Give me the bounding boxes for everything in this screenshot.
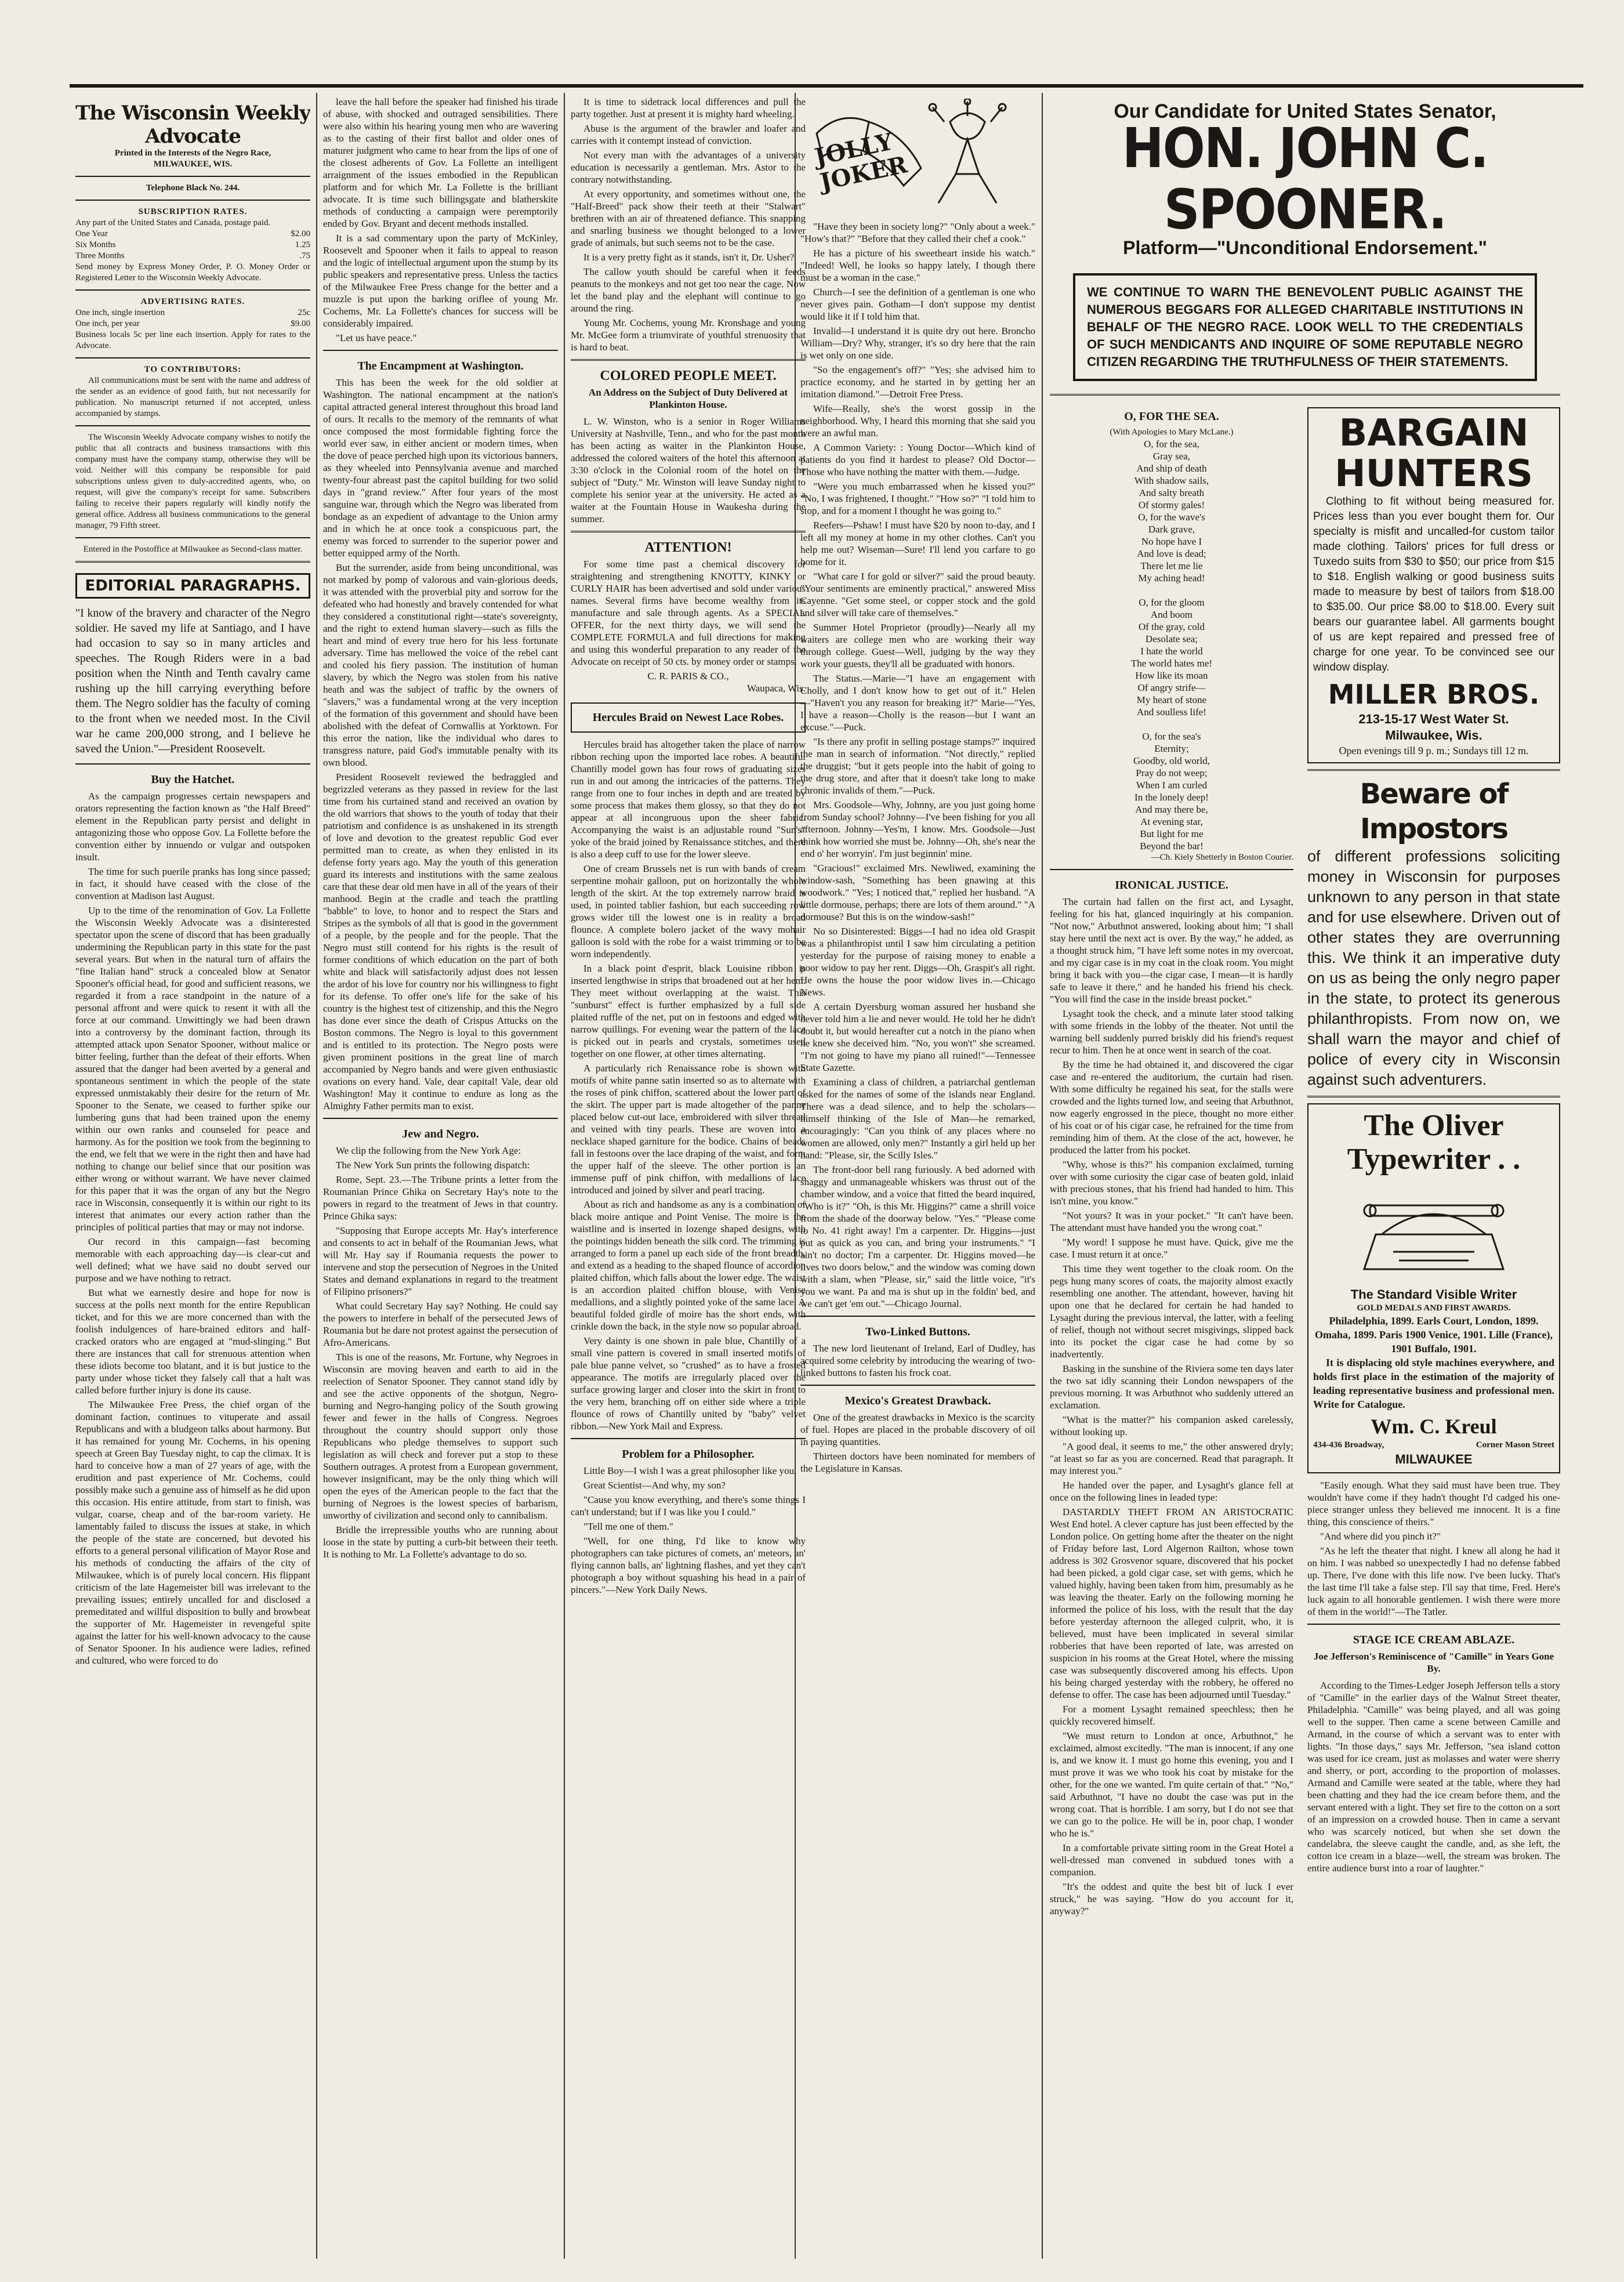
article-paragraph: "It's the oddest and quite the best bit of luck I ever struck," he was saying. "How do you account for it, anyway?": [1050, 1881, 1293, 1917]
divider: [1307, 769, 1560, 771]
attention-location: Waupaca, Wis.: [746, 683, 806, 694]
ice-cream-text: According to the Times-Ledger Joseph Jefferson tells a story of "Camille" in the earlier days of the Walnut Street theater, Philadelphia. "Camille" was being played, and all was going well to the supper. Then came a scene between Camille and Armand, in the course of which a servant was to enter with lights. "In those days," says Mr. Jefferson, "sea island cotton was used for ice cream, just as molasses and water were sherry and sherry, or port, according to the proportion of molasses. Armand and Camille were seated at the table, where they had been chatting and they had the ice cream before them, and the servant entered with a light. They set fire to the cotton on a sort of an impression on a crowded house. Then in came a servant who was scarcely noticed, but when she set down the candelabra, the sleeve caught the candle, and, as she left, the cotton ice cream in a blaze—well, the stream was broken. The entire audience burst into a roar of laughter.": [1307, 1680, 1560, 1874]
left-subcolumn: [1050, 401, 1293, 1919]
article-paragraph: In a comfortable private sitting room in the Great Hotel a well-dressed man convened in subdued tones with a companion.: [1050, 1842, 1293, 1878]
poem-line: At evening star,: [1140, 816, 1203, 827]
poem-line: I hate the world: [1140, 646, 1203, 657]
joke-paragraph: "So the engagement's off?" "Yes; she advised him to practice economy, and he started in by getting her an imitation diamond."—Detroit Free Press.: [800, 364, 1035, 400]
joke-paragraph: Reefers—Pshaw! I must have $20 by noon to-day, and I left all my money at home in my other clothes. Can't you help me out? Wiseman—Sure! I'll lend you carfare to go home for it.: [800, 520, 1035, 567]
article-paragraph: Bridle the irrepressible youths who are running about loose in the state by putting a curb-bit between their teeth. It is nothing to Mr. La Follette's advantage to do so.: [323, 1524, 558, 1560]
joke-paragraph: A Common Variety: : Young Doctor—Which kind of patients do you find it hardest to please? Old Doctor—Those who have nothing the matter with them.—Judge.: [800, 442, 1035, 477]
oliver-awards: GOLD MEDALS AND FIRST AWARDS.: [1357, 1303, 1511, 1313]
buttons-text: The new lord lieutenant of Ireland, Earl of Dudley, has acquired some celebrity by introducing the wearing of two-linked buttons to fasten his frock coat.: [800, 1343, 1035, 1378]
poem-line: [1050, 584, 1293, 596]
poem-line: O, for the gloom: [1139, 597, 1205, 608]
hatchet-article: [75, 790, 310, 1667]
divider: [1307, 1624, 1560, 1625]
poem-line: No hope have I: [1141, 536, 1202, 547]
article-paragraph: About as rich and handsome as any is a combination of black moire antique and Point Venise. The moire is the waistline and is inserted in lozenge shaped designs, with the pointings hidden beneath the silk cord. The trimming is arranged to form a panel up each side of the front breadth, and extend as a heading to the shaped flounce of accordion plaited chiffon, which falls about the lower edge. The waist is an accordion plaited chiffon blouse, with Venise medallions, and a slightly pointed yoke of the same lace. A beautiful folded girdle of moire has the short ends, with crinkle down the back, in the style now so popular abroad.: [571, 1199, 806, 1332]
miller-city: Milwaukee, Wis.: [1385, 728, 1482, 742]
joke-paragraph: "Is there any profit in selling postage stamps?" inquired the man in search of information. "Not directly," replied the druggist; "but it gets people into the habit of going to the drug store, and after that it doesn't take long to make chronic invalids of them."—Puck.: [800, 736, 1035, 796]
impostors-text: of different professions soliciting money in Wisconsin for purposes unknown to any person in that state and for use elsewhere. Driven out of other states they are overrunning this. We think it an imperative duty on us as being the only negro paper in the state, to protect its generous philanthropists. From now on, we shall warn the mayor and chief of police of every city in Wisconsin against such adventurers.: [1307, 847, 1560, 1088]
joke-paragraph: No so Disinterested: Biggs—I had no idea old Graspit was a philanthropist until I saw him circulating a petition yesterday for the purpose of raising money to enable a poor widow to pay her rent. Diggs—Oh, Graspit's all right. He owns the house the poor widow lives in.—Chicago News.: [800, 926, 1035, 998]
article-paragraph: Hercules braid has altogether taken the place of narrow ribbon reching upon the imported lace robes. A beautiful Chantilly model gown has four rows of graduating sizes run in and out among the intricacies of the patterns. They range from one to four inches in depth and are treated by some process that makes them glossy, so that they do not appear at all incongruous upon the sheer fabric. Accompanying the waist is an adjustable round "Sun's" yoke of the braid joined by Renaissance stitches, and there is also a deep cuff to use for the lower sleeve.: [571, 739, 806, 860]
philosopher-article: [571, 1465, 806, 1596]
poem-line: When I am curled: [1136, 780, 1208, 791]
poem-line: There let me lie: [1140, 560, 1203, 571]
poem-line: My heart of stone: [1136, 694, 1207, 705]
ice-cream-heading: STAGE ICE CREAM ABLAZE.: [1353, 1633, 1515, 1646]
article-paragraph: As the campaign progresses certain newspapers and orators representing the faction known as "the Half Breed" element in the Republican party persist and delight in antagonizing those who oppose Gov. La Follette before the convention either by innuendo or vulgar and outspoken insult.: [75, 791, 310, 863]
article-paragraph: A particularly rich Renaissance robe is shown with motifs of white panne satin inserted so as to alternate with the roses of pink chiffon, scattered about the lower part of the skirt. The upper part is made altogether of the panne placed below cut-out lace, embroidered with silver thread and veined with tiny pearls. These are woven into a necklace shaped garniture for the bodice. Chains of beads fall in festoons over the lace draping of the waist, and form the upper half of the sleeve. The other portion is an immense puff of pink chiffon, with medallions of lace introduced and joined by silver and pearl tracing.: [571, 1063, 806, 1196]
rate-row: [75, 229, 310, 240]
article-paragraph: "Tell me one of them.": [583, 1521, 673, 1532]
poem-line: Of angry strife—: [1137, 682, 1206, 693]
divider: [800, 1316, 1035, 1317]
article-paragraph: "We must return to London at once, Arbuthnot," he exclaimed, almost excitedly. "The man is innocent, if any one is, and we know it. I must go home this evening, you and I must prove it was we who took his coat by mistake for the other, for the one we wanted. I'm quite certain of that." "No," said Arbuthnot, "I have no doubt the case was put in the wrong coat. That is horrible. I am sorry, but I do not see that we can go to the police. He will be in, poor chap, I wonder who he is.": [1050, 1730, 1293, 1839]
rate-value: 25c: [298, 308, 310, 317]
top-rule: [70, 84, 1583, 88]
editorial-paragraph: Not every man with the advantages of a university education is necessarily a gentleman. Mrs. Astor to the contrary notwithstanding.: [571, 150, 806, 185]
divider: [75, 200, 310, 201]
entered-note: Entered in the Postoffice at Milwaukee as Second-class matter.: [83, 545, 303, 554]
poem-line: And ship of death: [1136, 463, 1207, 474]
ironical-article: [1050, 896, 1293, 1917]
buttons-heading: Two-Linked Buttons.: [865, 1325, 970, 1338]
joke-paragraph: Invalid—I understand it is quite dry out here. Broncho William—Dry? Why, stranger, it's so dry here that the rain is wet only on one side.: [800, 325, 1035, 361]
right-subcolumn: [1307, 401, 1560, 1919]
advertising-title: ADVERTISING RATES.: [140, 297, 245, 306]
editorial-paragraph: Young Mr. Cochems, young Mr. Kronshage and young Mr. McGee form a triumvirate of youthful strenuosity that is hard to beat.: [571, 317, 806, 353]
article-paragraph: One of the greatest drawbacks in Mexico is the scarcity of fuel. Hopes are placed in the probable discovery of oil in paying quantities.: [800, 1412, 1035, 1447]
rate-row: [75, 307, 310, 318]
article-paragraph: "What is the matter?" his companion asked carelessly, without looking up.: [1050, 1414, 1293, 1437]
joke-paragraph: A certain Dyersburg woman assured her husband she never told him a lie and never would. He told her he didn't doubt it, but would hereafter cut a notch in the piano when he knew she deceived him. "No, you won't" she screamed. "I'm not going to have my piano all ruined!"—Tennessee State Gazette.: [800, 1001, 1035, 1073]
subscription-intro: Any part of the United States and Canada, postage paid.: [75, 218, 271, 227]
joke-paragraph: Examining a class of children, a patriarchal gentleman asked for the names of some of the islands near England. There was a dead silence, and to help the scholars—himself thinking of the Isle of Man—he remarked, encouragingly: "Can you think of any places where no women are allowed, only men?" Instantly a girl held up her hand: "Please, sir, the Scilly Isles.": [800, 1077, 1035, 1161]
rate-label: One inch, per year: [75, 319, 140, 328]
oliver-address: [1313, 1439, 1554, 1451]
article-paragraph: The Milwaukee Free Press, the chief organ of the dominant faction, continues to vituperate and assail Republicans and with a bludgeon talks about harmony. But it has remained for young Mr. Cochems, in his opening speech at Green Bay Tuesday night, to cap the climax. It is hard to conceive how a man of 27 years of age, with the erudition and past experience of Mr. Cochems, could possibly make such a genuine ass of himself as he did upon this occasion. His entire attitude, from start to finish, was vulgar, coarse, cheap and of the bar-room variety. He lamentably failed to discuss the issues at stake, in which the people of the state are concerned, but devoted his efforts to a general personal vilification of Mayor Rose and his methods of conducting the affairs of the city of Milwaukee, which is of purely local concern. His flippant criticism of the late Hagemeister bill was irrelevant to the prevailing issues; entirely uncalled for and disclosed a premeditated and willful disposition to bully and browbeat the supporter of Mr. Hagemeister in revengeful spite against the latter for his well-known advocacy to the cause of Senator Spooner. In his audience were ladies, refined and cultured, who were forced to do: [75, 1399, 310, 1666]
two-column-section: [1050, 401, 1560, 1919]
ironical-continued: [1307, 1479, 1560, 1618]
poem-line: Gray sea,: [1152, 451, 1191, 462]
article-paragraph: It is a sad commentary upon the party of McKinley, Roosevelt and Spooner when it fails to appeal to reason and the logic of intellectual argument upon the stump by its public speakers and representative press. Unless the tactics of the Milwaukee Free Press change for the better and a muzzle is put upon the barking oriflee of young Mr. Cochems, Mr. La Follette's chances for success will be considerably impaired.: [323, 233, 558, 329]
beggar-warning: WE CONTINUE TO WARN THE BENEVOLENT PUBLIC AGAINST THE NUMEROUS BEGGARS FOR ALLEGED CHARITABLE INSTITUTIONS IN BEHALF OF THE NEGRO RACE. LOOK WELL TO THE CREDENTIALS OF SUCH MENDICANTS AND INQUIRE OF SOME REPUTABLE NEGRO CITIZEN REGARDING THE TRUTHFULNESS OF THEIR STATEMENTS.: [1073, 273, 1537, 381]
colored-people-text: L. W. Winston, who is a senior in Roger Williams University at Nashville, Tenn., and who for the past month has been acting as waiter in the Plankinton House, addressed the colored waiters of the hotel this afternoon at 3:30 o'clock in the Colonial room of the hotel on the subject of "Duty." Mr. Winston will leave Sunday night to complete his senior year at the university. He acted as a waiter at the Fountain House in Waukesha during the summer.: [571, 416, 806, 524]
bargain-hunters-ad: [1307, 407, 1560, 763]
poem-line: And may there be,: [1135, 804, 1208, 815]
article-paragraph: "My word! I suppose he must have. Quick, give me the case. I must return it at once.": [1050, 1237, 1293, 1260]
poem-line: Beyond the bar!: [1140, 841, 1204, 852]
poem-line: O, for the sea,: [1144, 439, 1199, 450]
article-paragraph: Up to the time of the renomination of Gov. La Follette the Wisconsin Weekly Advocate was a disinterested spectator upon the scene of discord that has been gradually undermining the Republican party in this state for the past several years. But when in the natural turn of affairs the "fine Italian hand" struck a concealed blow at Senator Spooner's official head, for good and sufficient reasons, we regarded it from a race standpoint in the nature of a personal affront and were quick to resent it with all the force at our command. Unwittingly we had been drawn into a controversy by the dominant faction, through its attempted attack upon Senator Spooner, without malice or bitter feeling, further than the defeat of their efforts. When assured that the danger had been averted by a general and spontaneous sentiment in which the people of the state expressed unmistakably their desire for the return of Mr. Spooner to the Senate, we ceased to further spike our lumbering guns that had been trained upon the enemy within our own ranks and counseled for peace and harmony. As for the position we took from the beginning to the end, we felt that we were in the right then and have had nothing to change our belief since that our position was either wrong or without warrant. We have never claimed for this paper that it was the organ of any but the Negro race in Wisconsin, consequently it is within our right to its interest that animates our every action rather than the principles of political parties that may or may not indorse.: [75, 905, 310, 1233]
article-paragraph: "Easily enough. What they said must have been true. They wouldn't have come if they hadn't thought I'd cadged his one-piece stranger unless they believed me innocent. It is a fine thing, this conscience of theirs.": [1307, 1480, 1560, 1527]
colored-people-subhead: An Address on the Subject of Duty Delivered at Plankinton House.: [588, 387, 788, 410]
poem-title: O, FOR THE SEA.: [1124, 410, 1219, 423]
article-paragraph: Our record in this campaign—fast becoming memorable with each approaching day—is clear-cut and well defined; what we have said no doubt served our purpose and we have nothing to retract.: [75, 1236, 310, 1284]
article-paragraph: "As he left the theater that night. I knew all along he had it on him. I was nabbed so unexpectedly I had no defense fabbed up. There, I've done with this life now. I've been lucky. That's the last time I'll take a false step. I'll say that time, Fred. Here's luck again to all honorable gentlemen. I wish there were more of them in the world!"—The Tatler.: [1307, 1545, 1560, 1617]
bargain-title: BARGAIN: [1339, 412, 1529, 455]
poem-subtitle: (With Apologies to Mary McLane.): [1110, 428, 1234, 437]
jew-negro-article: [323, 1144, 558, 1560]
joke-paragraph: The Status.—Marie—"I have an engagement with Cholly, and I don't know how to get out of it." Helen—"Haven't you any reason for breaking it?" Marie—"Yes, I have a reason—Cholly is the reason—but I want an excuse."—Puck.: [800, 673, 1035, 733]
poem-line: Of stormy gales!: [1138, 499, 1205, 510]
article-paragraph: "Supposing that Europe accepts Mr. Hay's interference and consents to act in behalf of the Roumanian Jews, what will Mr. Hay say if Roumania requests the power to intervene and stop the persecution of Negroes in the United States and demand explanations in regard to the treatment of Filipino prisoners?": [323, 1225, 558, 1297]
ice-cream-subhead: Joe Jefferson's Reminiscence of "Camille" in Years Gone By.: [1313, 1651, 1554, 1674]
rate-label: Three Months: [75, 251, 125, 260]
rate-row: [75, 318, 310, 329]
column-2: [323, 96, 558, 2259]
mexico-article: [800, 1411, 1035, 1475]
article-paragraph: Rome, Sept. 23.—The Tribune prints a letter from the Roumanian Prince Ghika on Secretary Hay's note to the powers in regard to the treatment of Jews in that country. Prince Ghika says:: [323, 1174, 558, 1222]
oliver-text: It is displacing old style machines everywhere, and holds first place in the estimation of the majority of leading representative business and professional men. Write for Catalogue.: [1313, 1357, 1554, 1410]
rate-value: 1.25: [295, 240, 310, 249]
oliver-title: The Oliver: [1364, 1109, 1504, 1142]
joke-paragraph: The front-door bell rang furiously. A bed adorned with shaggy and unmanageable whiskers was thrust out of the chamber window, and a voice that fitted the beard inquired, "Who is it?" "Oh, is this Mr. Higgins?" came a shrill voice from the shade of the doorway below. "Yes." "Please come to No. 41 right away! I'm a carpenter. Dr. Higgins—just put as quick as you can, and bring your instruments." "I ain't no doctor; I'm a carpenter. Dr. Higgins moved—he lives two doors below," and the window was coming down with a slam, when "Please, sir," said the little voice, "it's you we want. Pa and ma is shut up in the foldin' bed, and we can't get 'em out."—Chicago Journal.: [800, 1164, 1035, 1309]
article-paragraph: What could Secretary Hay say? Nothing. He could say the powers to interfere in behalf of the persecuted Jews of Roumania but he dare not protest against the persecution of Afro-Americans.: [323, 1301, 558, 1348]
article-paragraph: Little Boy—I wish I was a great philosopher like you.: [583, 1465, 797, 1476]
miller-hours: Open evenings till 9 p. m.; Sundays till 12 m.: [1339, 745, 1529, 756]
contributors-text: All communications must be sent with the name and address of the sender as an evidence of good faith, but not necessarily for publication. No manuscript returned if not accepted, unless accompanied by stamps.: [75, 376, 310, 418]
colored-people-heading: COLORED PEOPLE MEET.: [600, 368, 777, 383]
attention-text: For some time past a chemical discovery for straightening and strengthening KNOTTY, KINKY or CURLY HAIR has been advertised and sold under various names. Several firms have become wealthy from its manufacture and sale through agents. As a SPECIAL OFFER, for the next thirty days, we will send the COMPLETE FORMULA and full directions for making and using this wonderful preparation to any reader of the Advocate on receipt of 50 cts. by money order or stamps.: [571, 559, 806, 667]
jew-negro-heading: Jew and Negro.: [402, 1128, 479, 1140]
article-paragraph: Lysaght took the check, and a minute later stood talking with some friends in the lobby of the theater. Not until the warning bell suddenly purred briskly did his friend's request recur to him. Then he at once went in search of the coat.: [1050, 1008, 1293, 1056]
article-paragraph: "Why, whose is this?" his companion exclaimed, turning over with some curiosity the cigar case of beaten gold, inlaid with precious stones, that his friend had handed to him. This isn't mine, you know.": [1050, 1159, 1293, 1207]
poem-line: And love is dead;: [1137, 548, 1206, 559]
braid-heading-box: [571, 702, 806, 733]
poem-line: The world hates me!: [1130, 658, 1213, 669]
rate-row: [75, 240, 310, 251]
article-paragraph: Very dainty is one shown in pale blue, Chantilly of a small vine pattern is covered in small inserted motifs of pale blue panne velvet, so "crushed" as to have a frosted appearance. The motifs are irregularly placed over the surface growing larger and closer into the skirt in front to the very hem, branching off on either side where a triple flounce of rows of Chantilly united by "baby" velvet ribbon.—New York Mail and Express.: [571, 1335, 806, 1432]
oliver-address-right: Corner Mason Street: [1476, 1440, 1554, 1450]
column-5: [1050, 96, 1560, 2259]
article-paragraph: leave the hall before the speaker had finished his tirade of abuse, with shocked and outraged sensibilities. There were also within his hearing young men who are wavering as to the casting of their first ballot and older ones of maturer judgment who came to hear from the lips of one of the closest adherents of Gov. La Follette an intelligent arraignment of the issues embodied in the Republican platform and for which Mr. La Follette is the brilliant advocate. It is time such billingsgate and blatherskite methods of conducting a campaign were peremptorily ended by Gov. Bryant and decent methods installed.: [323, 96, 558, 229]
poem-line: Desolate sea;: [1145, 633, 1198, 644]
senator-kicker: Our Candidate for United States Senator,: [1114, 100, 1496, 122]
poem-line: In the lonely deep!: [1134, 792, 1209, 803]
column-rule: [316, 93, 317, 2259]
column-rule: [564, 93, 565, 2259]
typewriter-title: Typewriter . .: [1347, 1143, 1521, 1176]
subscription-title: SUBSCRIPTION RATES.: [138, 207, 248, 216]
poem-line: And salty breath: [1139, 487, 1205, 498]
divider: [800, 1385, 1035, 1386]
attention-signature: C. R. PARIS & CO.,: [647, 671, 729, 682]
article-paragraph: "Well, for one thing, I'd like to know why photographers can take pictures of comets, an' meteors, an' flying cannon balls, an' lightning flashes, and yet they can't photograph a boy without squashing his head in a pair of pincers."—New York Daily News.: [571, 1535, 806, 1595]
joke-paragraph: "What care I for gold or silver?" said the proud beauty. "Your sentiments are eminently practical," answered Miss Cayenne. "Get some steel, or copper stock and the gold and silver will take care of themselves.": [800, 571, 1035, 618]
article-paragraph: One of cream Brussels net is run with bands of cream serpentine mohair galloon, put on horizontally the whole length of the skirt. At the top extremely narrow braid is used, in pointed tablier fashion, but each succeeding row grows wider till the lowest one is in reality a broad flounce. A complete bolero jacket of the wavy mohair galloon is sold with the robe for a waist trimming or to be worn independently.: [571, 863, 806, 959]
poem-line: O, for the wave's: [1138, 512, 1205, 523]
column-1: [75, 96, 310, 2259]
editorial-continued: [323, 96, 558, 344]
senator-platform: Platform—"Unconditional Endorsement.": [1123, 237, 1487, 258]
masthead-city: MILWAUKEE, WIS.: [153, 160, 233, 169]
braid-article: [571, 738, 806, 1432]
poem-line: Eternity;: [1154, 743, 1189, 754]
encampment-heading: The Encampment at Washington.: [357, 360, 524, 372]
article-paragraph: This has been the week for the old soldier at Washington. The national encampment at the nation's capital attracted general interest throughout this broad land of ours. It recalls to the memory of the remnants of what once composed the most formidable fighting force the world ever saw, in either ancient or modern times, when the dove of peace perched high upon its victorious banners, as they wheeled into Pennsylvania avenue and marched twenty-four abreast past the capitol building for two solid days in "grand review." After four years of the most sanguine war, through which the Negro was liberated from bondage as an expedient of advantage to the Union army and in which he at once took a conspicuous part, the enemy was forced to surrender to the superior power and better equipped army of the North.: [323, 377, 558, 559]
joke-paragraph: "Gracious!" exclaimed Mrs. Newliwed, examining the window-sash, "Something has been gnawing at this woodwork." "Yes; I noticed that," replied her husband. "A little dormouse, perhaps; there are lots of them around." "A dormouse? But this is on the window-sash!": [800, 863, 1035, 922]
advertising-note: Business locals 5c per line each insertion. Apply for rates to the Advocate.: [75, 330, 310, 350]
poem-line: [1050, 718, 1293, 730]
bargain-text: Clothing to fit without being measured for. Prices less than you ever bought them for. Our specialty is misfit and uncalled-for custom tailor made clothing. Tailors' prices for full dress or Tuxedo suits from $30 to $50; our price from $15 to $18. English walking or good business suits made to measure by best of tailors from $18.00 to $35.00. Our price $8.00 to $18.00. Every suit bears our guarantee label. All garments bought of us are kept repaired and pressed free of charge for one year. To be convinced see our window display.: [1313, 495, 1554, 673]
poem-line: And soulless life!: [1137, 707, 1206, 718]
divider: [75, 176, 310, 177]
mexico-heading: Mexico's Greatest Drawback.: [844, 1394, 991, 1407]
subscription-note: Send money by Express Money Order, P. O. Money Order or Registered Letter to the Wisconsin Weekly Advocate.: [75, 262, 310, 282]
article-paragraph: "Let us have peace.": [336, 332, 417, 343]
editorial-paragraph: It is a very pretty fight as it stands, isn't it, Dr. Usher?: [583, 252, 795, 263]
divider: [571, 531, 806, 533]
divider: [75, 561, 310, 563]
editorial-paragraph: Abuse is the argument of the brawler and loafer and carries with it contempt instead of conviction.: [571, 123, 806, 146]
poem-credit: —Ch. Kiely Shetterly in Boston Courier.: [1151, 853, 1293, 862]
joke-paragraph: Church—I see the definition of a gentleman is one who never gives pain. Gotham—I don't suppose my dentist would like it if I told him that.: [800, 287, 1035, 322]
poem-line: But light for me: [1140, 828, 1204, 839]
rate-label: One Year: [75, 229, 108, 238]
rate-value: $2.00: [291, 229, 310, 238]
divider: [1307, 1096, 1560, 1097]
article-paragraph: "Cause you know everything, and there's some things I can't understand; but if I was like you I could.": [571, 1494, 806, 1517]
divider: [75, 289, 310, 291]
editorial-paragraph: It is time to sidetrack local differences and pull the party together. Just at present it is mighty hard wheeling.: [571, 96, 806, 119]
editorial-paragraphs-continued: [571, 96, 806, 353]
advertising-rates: [75, 307, 310, 329]
poem-line: Of the gray, cold: [1138, 621, 1205, 632]
roosevelt-quote: "I know of the bravery and character of the Negro soldier. He saved my life at Santiago, and I have had occasion to say so in many articles and speeches. The Rough Riders were in a bad position when the Ninth and Tenth cavalry came rushing up the hill carrying everything before them. The Negro soldier has the faculty of coming to the front when we needed most. In the Civil war he came 200,000 strong, and I believe he saved the Union."—President Roosevelt.: [75, 607, 310, 755]
joke-paragraph: He has a picture of his sweetheart inside his watch." "Indeed! Well, he looks so happy lately, I though there must be a woman in the case.": [800, 248, 1035, 283]
article-paragraph: We clip the following from the New York Age:: [336, 1145, 521, 1156]
article-paragraph: DASTARDLY THEFT FROM AN ARISTOCRATIC West End hotel. A clever capture has just been effected by the London police. On getting home after the theater on the night of Friday before last, Lord Algernon Railton, whose town address is 302 Grosvenor square, discovered that his pocket had been picked, a gold cigar case, set with gems, which he valued highly, having been taken from him, presumably as he was leaving the theater. Early on the following morning he informed the police of his loss, with the result that the day before yesterday afternoon the alleged culprit, who, it is believed, must have been implicated in several similar robberies that have been reported of late, was arrested on suspicion in his rooms at the Great Hotel, where the missing case was subsequently discovered among his effects. Upon his being charged yesterday with the robbery, he offered no defense to offer. The case has been adjourned until Tuesday.": [1050, 1506, 1293, 1700]
miller-address: 213-15-17 West Water St.: [1358, 712, 1509, 726]
masthead-tagline: Printed in the Interests of the Negro Race,: [114, 148, 271, 158]
philosopher-heading: Problem for a Philosopher.: [622, 1448, 755, 1461]
joke-paragraph: Mrs. Goodsole—Why, Johnny, are you just going home from Sunday school? Johnny—I've been fishing for you all afternoon. Johnny—Yes'm, I know. Mrs. Goodsole—Just think how worried she must be. Johnny—Oh, she's near the end o' her worryin'. I'm just beginnin' mine.: [800, 799, 1035, 859]
poem-line: Pray do not weep;: [1136, 767, 1208, 778]
article-paragraph: He handed over the paper, and Lysaght's glance fell at once on the following lines in leaded type:: [1050, 1480, 1293, 1503]
telephone: Telephone Black No. 244.: [146, 183, 240, 193]
article-paragraph: The time for such puerile pranks has long since passed; in fact, it should have ceased with the close of the convention at Madison last August.: [75, 866, 310, 901]
divider: [75, 763, 310, 765]
article-paragraph: In a black point d'esprit, black Louisine ribbon is inserted lengthwise in strips that broadened out at her hem. They meet without overlapping at the waist. This "sunburst" effect is further emphasized by a full side plaited ruffle of the net, put on in festoons and edged with narrow quillings. For evening wear the pattern of the lace is picked out in pearls and crystals, sometimes used together on one flower, at other times alternating.: [571, 963, 806, 1059]
jolly-joker-logo: [805, 99, 1031, 215]
impostors-title: Beware of Impostors: [1360, 778, 1508, 845]
masthead-title: The Wisconsin Weekly Advocate: [75, 102, 310, 148]
poem-lines: [1050, 438, 1293, 852]
oliver-tagline: The Standard Visible Writer: [1350, 1287, 1517, 1302]
rate-value: $9.00: [291, 319, 310, 328]
jolly-joker-title: JOLLY JOKER: [812, 128, 909, 196]
subscription-rates: [75, 229, 310, 262]
article-paragraph: President Roosevelt reviewed the bedraggled and begrizzled veterans as they passed in review for the last time from his curtained stand and received an ovation by the old warriors that shows to the youth of today that their patriotism and confidence is as unshakened in its strength of love and devotion to the greatest republic God ever permitted man to create, as when they enlisted in its defense forty years ago. May the youth of this generation guard its interests and institutions with the same zealous care that these dear old men have in all of the years of their manhood. Begin at the cradle and teach the prattling "babble" to love, to honor and to respect the Stars and Stripes as the symbols of all that is good in the government of a people, by the people and for the people. That the Negro must still contend for his rights is the result of former conditions of which education on the part of both white and black will satisfactorily adjust does not lessen the ardor of his love for country nor his willingness to fight for its defense. To offer one's life for the sake of his country is the highest test of citizenship, and this the Negro has done ever since the death of Crispus Attucks on the Boston commons. The Negro is loyal to this government and is entitled to its protection. The Negro posts were given prominent positions in the great line of march accompanied by Negro bands and were given enthusiastic ovations on every hand. Vale, dear capital! Vale, dear old Washington! May it continue to endure as long as the Almighty Father permits man to exist.: [323, 771, 558, 1111]
hatchet-heading: Buy the Hatchet.: [151, 773, 235, 786]
article-paragraph: Great Scientist—And why, my son?: [583, 1480, 726, 1491]
article-paragraph: This time they went together to the cloak room. On the pegs hung many scores of coats, the majority almost exactly resembling one another. The attendant, however, having hit upon one that he declared for certain he had handed to Lysaght during the previous interval, the latter, with a feeling of relief, though not without secret misgivings, slipped back into its pocket the cigar case he had come by so inadvertently.: [1050, 1263, 1293, 1360]
poem-line: Goodby, old world,: [1133, 755, 1210, 766]
article-paragraph: For a moment Lysaght remained speechless; then he quickly recovered himself.: [1050, 1704, 1293, 1727]
article-paragraph: "A good deal, it seems to me," the other answered dryly; "at least so far as you are concerned. Read that paragraph. It may interest you.": [1050, 1441, 1293, 1476]
divider: [75, 537, 310, 538]
poem-line: How like its moan: [1135, 670, 1208, 681]
oliver-typewriter-ad: [1307, 1103, 1560, 1473]
article-paragraph: The New York Sun prints the following dispatch:: [336, 1160, 530, 1171]
article-paragraph: This is one of the reasons, Mr. Fortune, why Negroes in Wisconsin are moving heaven and earth to aid in the reelection of Senator Spooner. They cannot stand idly by and see the active opponents of the shotgun, Negro-burning and Negro-hanging policy of the South growing fewer and fewer in the halls of Congress. Negroes throughout the country should support only those Republicans who pledge themselves to support such legislation as will check and forever put a stop to these Southern outrages. A protest from a European government, however insignificant, may be the only thing which will open the eyes of the American people to the fact that the burning of Negroes is the lowest species of barbarism, unworthy of civilization and second only to cannibalism.: [323, 1352, 558, 1521]
editorial-heading: EDITORIAL PARAGRAPHS.: [75, 573, 310, 599]
article-paragraph: Basking in the sunshine of the Riviera some ten days later the two sat idly scanning their London newspapers of the previous morning. It was Arbuthnot who suddenly uttered an exclamation.: [1050, 1363, 1293, 1411]
poem-line: My aching head!: [1138, 573, 1205, 584]
poem-line: With shadow sails,: [1134, 475, 1209, 486]
poem-line: Dark grave,: [1148, 524, 1195, 535]
ironical-heading: IRONICAL JUSTICE.: [1115, 879, 1228, 892]
article-paragraph: By the time he had obtained it, and discovered the cigar case and re-entered the auditorium, the curtain had risen. With some difficulty he regained his seat, for the stalls were crowded and the lights turned low, and seeing that Arbuthnot, now eagerly engrossed in the piece, thought no more either of his coat or of his cigar case, he refrained for the time from reminding him of them. At the close of the act, however, he produced the latter from his pocket.: [1050, 1059, 1293, 1156]
divider: [571, 359, 806, 361]
joke-paragraph: "Have they been in society long?" "Only about a week." "How's that?" "Before that they called their chef a cook.": [800, 221, 1035, 244]
braid-heading: Hercules Braid on Newest Lace Robes.: [592, 711, 784, 724]
oliver-dealer: Wm. C. Kreul: [1371, 1415, 1497, 1438]
article-paragraph: Thirteen doctors have been nominated for members of the Legislature in Kansas.: [800, 1451, 1035, 1474]
rate-value: .75: [299, 251, 310, 260]
article-paragraph: "And where did you pinch it?": [1320, 1531, 1441, 1542]
column-3: [571, 96, 806, 2259]
joke-paragraph: Summer Hotel Proprietor (proudly)—Nearly all my waiters are college men who are working their way through college. Guest—Well, judging by the way they work your guests, they'll all be graduated with honors.: [800, 622, 1035, 669]
miller-bros: MILLER BROS.: [1328, 679, 1540, 710]
divider: [571, 1438, 806, 1439]
rate-label: Six Months: [75, 240, 116, 249]
divider: [323, 1118, 558, 1119]
divider: [75, 425, 310, 426]
article-paragraph: But the surrender, aside from being unconditional, was not marked by pomp of valorous and vain-glorious deeds, it was attended with the proverbial pity and sorrow for the defeated who had honestly and bravely contended for what they considered a constitutional right—state's sovereignty, and the right to extend human slavery—such as fills the heart and mind of every true hero for his less fortunate adversary. Time has mellowed the voice of the rebel cant and cooled his fiery passion. The institution of human slavery, by which the Negro was stolen from his native heath and was the subject of traffic by the owners of "slavers," was a fundamental wrong at the very inception of the formation of this government and should have been abolished with the defeat of Cornwallis at Yorktown. For this error the nation, like the individual who dares to transgress nature, paid God's immutable penalty with its own blood.: [323, 562, 558, 768]
company-note: The Wisconsin Weekly Advocate company wishes to notify the public that all contracts and business transactions with this company must have the company stamp, otherwise they will be void. Neither will this company be responsible for paid subscriptions unless given to duly-accredited agents, who, on request, will give the company's receipt for same. Subscribers failing to receive their papers regularly will kindly notify the general office. Address all business communications to the general manager, 79 Fifth street.: [75, 433, 310, 530]
divider: [323, 350, 558, 351]
poem-line: And boom: [1150, 609, 1193, 620]
joke-paragraph: Wife—Really, she's the worst gossip in the neighborhood. Why, I heard this morning that she said you were an awful man.: [800, 403, 1035, 439]
rate-label: One inch, single insertion: [75, 308, 165, 317]
rate-row: [75, 251, 310, 262]
poem-line: O, for the sea's: [1142, 731, 1201, 742]
article-paragraph: The curtain had fallen on the first act, and Lysaght, feeling for his hat, glanced inquiringly at his companion. "Not now," Arbuthnot answered, looking about him; "I shall stay here until the next act is over. By the way," he added, as a thought struck him, "I have left some notes in my overcoat, and my cigar case is in my coat in the cloak room. You might bring it back with you—the cigar case, I mean—it is hardly safe to leave it there," and he handed his friend his check. "You will find the case in the inside breast pocket.": [1050, 896, 1293, 1005]
column-4: [800, 96, 1035, 2259]
oliver-cities: Philadelphia, 1899. Earls Court, London, 1899. Omaha, 1899. Paris 1900 Venice, 1901. Lille (France), 1901 Buffalo, 1901.: [1315, 1315, 1553, 1354]
senator-name: HON. JOHN C. SPOONER.: [1122, 117, 1488, 242]
contributors-title: TO CONTRIBUTORS:: [144, 365, 242, 374]
divider: [75, 357, 310, 358]
article-paragraph: "Not yours? It was in your pocket." "It can't have been. The attendant must have handed you the wrong coat.": [1050, 1210, 1293, 1233]
jokes-list: [800, 220, 1035, 1310]
hunters-title: HUNTERS: [1335, 452, 1533, 495]
joke-paragraph: "Were you much embarrassed when he kissed you?" "No, I was frightened, I thought." "How so?" "I told him to stop, and for a moment I thought he was going to.": [800, 481, 1035, 516]
oliver-city: MILWAUKEE: [1395, 1452, 1473, 1466]
divider: [1050, 394, 1560, 396]
divider: [1050, 869, 1293, 870]
attention-heading: ATTENTION!: [644, 540, 732, 555]
encampment-article: [323, 376, 558, 1112]
typewriter-icon: [1347, 1182, 1521, 1281]
editorial-paragraph: The callow youth should be careful when it feeds peanuts to the monkeys and not get too near the cage. Now let the band play and the elephant will continue to go around the ring.: [571, 266, 806, 314]
article-paragraph: But what we earnestly desire and hope for now is success at the polls next month for the entire Republican ticket, and for this we are more concerned than with the foolish indulgences of hare-brained editors and half-cracked orators who are engaged at "mud-slinging." But there are instances that call for strenuous attention when these idiots become too blatant, and it is but justice to the party under whose ticket they falsely call that a halt was called before further injury is done its cause.: [75, 1287, 310, 1396]
editorial-paragraph: At every opportunity, and sometimes without one, the "Half-Breed" pack show their teeth at their "Stalwart" brethren with an air of threatened defiance. This snapping and snarling business we thought belonged to a lower grade of animals, but such seems not to be the case.: [571, 189, 806, 248]
oliver-address-left: 434-436 Broadway,: [1313, 1440, 1384, 1450]
column-rule: [1042, 93, 1043, 2259]
